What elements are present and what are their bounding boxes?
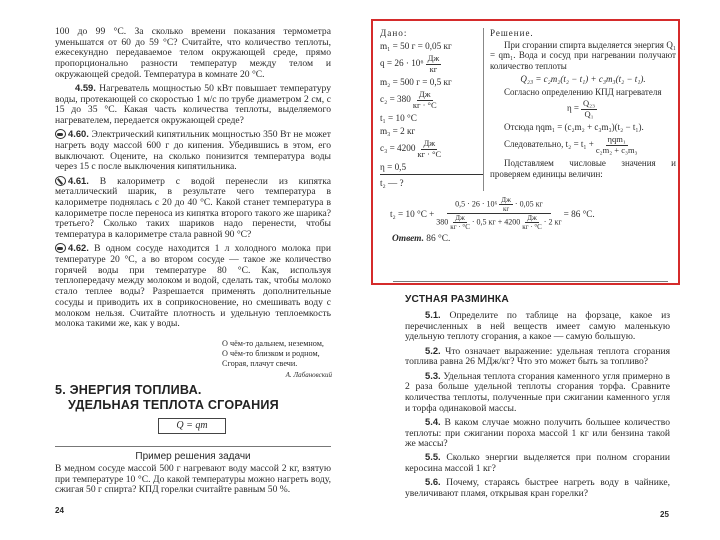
given-c3-value: c₃ = 4200 — [380, 143, 416, 154]
page-number: 25 — [660, 510, 669, 519]
numerator: Дж — [423, 138, 436, 148]
calculation — [380, 196, 676, 231]
denominator: c₂m₂ + c₃m₃ — [595, 144, 638, 155]
given-m2: m₂ = 500 г = 0,5 кг — [380, 77, 452, 87]
given-block — [380, 28, 484, 191]
runner-icon — [55, 243, 66, 253]
numerator: Q₂₃ — [582, 98, 596, 109]
unit-fraction — [522, 214, 542, 231]
answer-label: Ответ. — [392, 234, 424, 244]
numerator: Дж — [418, 89, 431, 99]
given-t1: t₁ = 10 °С — [380, 113, 417, 123]
problem-number: 4.60. — [68, 128, 89, 140]
solution-area — [380, 28, 676, 245]
denominator: кг — [502, 205, 510, 213]
problem-number: 4.62. — [68, 242, 89, 254]
warmup-item — [405, 346, 670, 368]
item-number: 5.5. — [425, 451, 441, 463]
epigraph — [222, 339, 332, 380]
given-divider — [380, 174, 483, 175]
problem-text: Электрический кипятильник мощностью 350 Вт не может нагреть воду массой 600 г до кипения. Убедившись в этом, его выключают. Оцените, на сколько понизится температура воды через 15 с после выключения кипятильника. — [55, 129, 331, 173]
section-title-line: 5. ЭНЕРГИЯ ТОПЛИВА. — [55, 383, 202, 397]
unit-fraction — [426, 54, 442, 74]
solution-paragraph: Согласно определению КПД нагревателя — [504, 87, 662, 98]
section-title — [55, 383, 279, 413]
given-q — [380, 54, 478, 74]
epigraph-line: Сгорая, плачут свечи. — [222, 359, 298, 368]
item-number: 5.6. — [425, 476, 441, 488]
numerator: ηqm₁ — [607, 134, 626, 145]
given-m1: m₁ = 50 г = 0,05 кг — [380, 41, 452, 51]
item-number: 5.4. — [425, 415, 441, 427]
given-and-solution — [380, 28, 676, 191]
unit-fraction — [499, 196, 513, 213]
unit-fraction — [450, 214, 470, 231]
problem-4-59 — [55, 83, 331, 127]
wrench-icon — [55, 176, 66, 186]
denominator: кг · °С — [522, 223, 542, 231]
example-text: В медном сосуде массой 500 г нагревают воду массой 2 кг, взятую при температуре 10 °С. До какой температуры можно нагреть воду, сжигая 50 г спирта? КПД горелки считайте равным 50 %. — [55, 463, 331, 496]
denominator: Q₁ — [584, 108, 594, 119]
warmup-list — [405, 310, 670, 502]
fraction — [581, 99, 597, 119]
divider — [393, 281, 668, 282]
epigraph-line: О чём-то близком и родном, — [222, 349, 320, 358]
problem-4-61 — [55, 176, 331, 241]
item-text: Почему, стараясь быстрее нагреть воду в чайнике, увеличивают пламя, открывая кран горелки? — [405, 477, 670, 500]
warmup-title: УСТНАЯ РАЗМИНКА — [405, 294, 509, 305]
denominator: кг · °С — [450, 223, 470, 231]
denominator: кг · °С — [412, 99, 437, 110]
solution-paragraph: Подставляем числовые значения и проверяем единицы величин: — [490, 158, 676, 179]
eq-left: η = — [566, 103, 579, 114]
solution-title: Решение. — [490, 28, 534, 38]
eq-left: Следовательно, t₂ = t₁ + — [504, 139, 594, 150]
equation-efficiency — [490, 99, 676, 119]
solution-paragraph: При сгорании спирта выделяется энергия Q₁ = qm₁. Вода и сосуд при нагревании получают количество теплоты — [490, 40, 676, 71]
term: · 2 кг — [543, 217, 562, 227]
warmup-item — [405, 417, 670, 450]
term: · 0,05 кг — [514, 199, 543, 209]
problem-number: 4.59. — [75, 82, 96, 94]
page-number: 24 — [55, 506, 64, 515]
item-number: 5.2. — [425, 344, 441, 356]
item-text: Сколько энергии выделяется при полном сгорании керосина массой 1 кг? — [405, 452, 670, 475]
item-text: Что означает выражение: удельная теплота сгорания топлива равна 26 МДж/кг? Что это может быть за топливо? — [405, 345, 670, 368]
example-heading: Пример решения задачи — [135, 451, 251, 462]
answer-value: 86 °С. — [426, 234, 451, 244]
warmup-item — [405, 452, 670, 474]
epigraph-line: О чём-то дальнем, неземном, — [222, 339, 324, 348]
given-title: Дано: — [380, 28, 408, 38]
given-m3: m₃ = 2 кг — [380, 126, 416, 136]
epigraph-author: А. Лабановский — [285, 371, 332, 379]
item-text: Определите по таблице на форзаце, какое из перечисленных в ней веществ имеет самую маленькую удельную теплоту сгорания, а какое — самую большую. — [405, 310, 670, 343]
equation-t2 — [490, 135, 676, 155]
unit-fraction — [417, 139, 441, 159]
intro-paragraph: 100 до 99 °С. За сколько времени показания термометра уменьшатся от 60 до 59 °С? Считайте, что количество теплоты, ежесекундно передаваемое телом окружающей среде, прямо пропорционально разности температур между телом и окружающей средой. Температура в комнате 20 °С. — [55, 26, 331, 80]
given-c2-value: c₂ = 380 — [380, 94, 411, 105]
term: 380 — [436, 217, 449, 227]
item-text: В каком случае можно получить большее количество теплоты: при сжигании пороха массой 1 кг или бензина такой же массы? — [405, 416, 670, 450]
problem-text: В калориметр с водой перенесли из кипятка металлический шарик, в результате чего температура в калориметре поднялась с 20 до 40 °С. Какой станет температура в калориметре после переноса из кипятка второго такого же шарика? третьего? Сколько таких шариков надо перенести, чтобы температура в калориметре стала равной 90 °С? — [55, 175, 331, 241]
fraction — [596, 135, 638, 155]
unit-fraction — [413, 90, 437, 110]
warmup-item — [405, 477, 670, 499]
item-number: 5.3. — [425, 369, 441, 381]
calc-numerator — [447, 196, 551, 214]
denominator: кг · °С — [417, 148, 442, 159]
calc-left: t₂ = 10 °С + — [390, 208, 435, 219]
solution-paragraph: Отсюда ηqm₁ = (c₂m₂ + c₃m₃)(t₂ − t₁). — [504, 122, 644, 133]
section-title-line: УДЕЛЬНАЯ ТЕПЛОТА СГОРАНИЯ — [68, 398, 279, 412]
item-number: 5.1. — [425, 309, 441, 320]
term: 0,5 · 26 · 10⁶ — [455, 199, 498, 209]
warmup-item — [405, 310, 670, 343]
runner-icon — [55, 129, 66, 139]
numerator: Дж — [501, 196, 511, 204]
numerator: Дж — [527, 214, 537, 222]
given-c2 — [380, 90, 478, 110]
answer — [380, 234, 676, 245]
calc-result: = 86 °С. — [563, 208, 595, 219]
given-eta: η = 0,5 — [380, 162, 407, 172]
given-find: t₂ — ? — [380, 178, 404, 188]
given-q-value: q = 26 · 10⁶ — [380, 58, 424, 69]
left-page-text — [55, 27, 331, 332]
problem-text: Нагреватель мощностью 50 кВт повышает температуру воды, протекающей со скоростью 1 м/с по трубе диаметром 2 см, с 15 до 35 °С. Какая часть количества теплоты, выделяемого нагревателем, передается окружающей среде? — [55, 83, 332, 127]
item-text: Удельная теплота сгорания каменного угля примерно в 2 раза больше удельной теплоты сгорания торфа. Сравните количества теплоты, полученные при сжигании каменного угля и торфа одинаковой массы. — [405, 370, 670, 414]
denominator: кг — [429, 63, 438, 74]
problem-4-62 — [55, 243, 331, 330]
numerator: Дж — [455, 214, 465, 222]
warmup-item — [405, 371, 670, 415]
term: · 0,5 кг + 4200 — [471, 217, 521, 227]
calc-denominator — [436, 214, 561, 231]
solution-block — [484, 28, 676, 181]
given-c3 — [380, 139, 478, 159]
problem-text: В одном сосуде находится 1 л холодного молока при температуре 20 °С, а во втором сосуде — такое же количество горячей воды при температуре 80 °С. Как, используя теплопередачу между молоком и водой, сделать так, чтобы молоко стало теплее воды? Разрешается применять дополнительные сосуды и приводить их в соприкосновение, но смешивать воду с молоком нельзя. Считайте плотность и удельную теплоемкость молока такими же, как у воды. — [55, 243, 331, 330]
divider — [55, 446, 331, 447]
calc-fraction — [436, 196, 561, 231]
numerator: Дж — [427, 53, 440, 63]
problem-number: 4.61. — [68, 174, 89, 186]
problem-4-60 — [55, 129, 331, 173]
equation-heat: Q₂₃ = c₂m₂(t₂ − t₁) + c₃m₃(t₂ − t₁). — [520, 73, 646, 84]
formula-box: Q = qm — [158, 418, 226, 434]
